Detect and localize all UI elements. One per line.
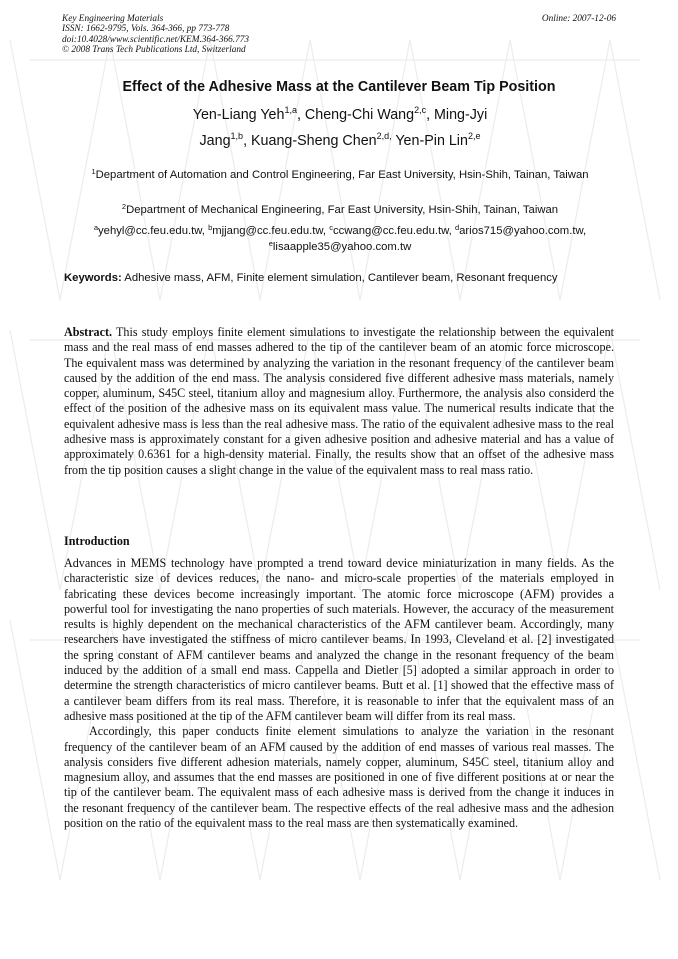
section-heading-introduction: Introduction: [64, 534, 130, 548]
email-sup: d: [454, 223, 460, 232]
email-sup: b: [208, 223, 213, 232]
author-line-2: [60, 128, 620, 154]
author-name: , Ming-Jyi: [426, 107, 488, 123]
email-sup: e: [268, 238, 273, 248]
introduction-body: [64, 556, 614, 831]
author-list: [60, 102, 620, 154]
doi-line: doi:10.4028/www.scientific.net/KEM.364-366.773: [62, 34, 250, 45]
email-sup: a: [93, 223, 99, 232]
keywords-text: Adhesive mass, AFM, Finite element simulation, Cantilever beam, Resonant frequency: [121, 272, 558, 284]
author-name: Yen-Liang Yeh: [192, 107, 285, 123]
author-sup: 2,c: [414, 105, 427, 115]
paper-title: Effect of the Adhesive Mass at the Cantilever Beam Tip Position: [122, 79, 556, 95]
email-list: [60, 224, 620, 255]
email-link[interactable]: ccwang@cc.feu.edu.tw,: [332, 225, 455, 237]
affiliation-sup: 2: [121, 202, 127, 211]
affiliation-sup: 1: [91, 167, 96, 176]
author-name: , Kuang-Sheng Chen: [243, 133, 377, 149]
author-sup: 2,e: [467, 131, 481, 141]
abstract: [64, 325, 614, 478]
affiliation-text: Department of Mechanical Engineering, Far East University, Hsin-Shih, Tainan, Taiwan: [126, 204, 559, 216]
abstract-text: This study employs finite element simulations to investigate the relationship between the equivalent mass and the real mass of end masses adhered to the tip of the cantilever beam of an atomic force microscope. The equivalent mass was determined by analyzing the variation in the resonant frequency of the cantilever beam caused by the addition of the end mass. The analysis considered five different adhesive mass materials, namely copper, aluminum, S45C steel, titanium alloy and magnesium alloy. Furthermore, the analysis also considerd the effect of the position of the adhesive mass on its equivalent mass value. The numerical results indicate that the equivalent adhesive mass is less than the real adhesive mass. The ratio of the equivalent adhesive mass to the real adhesive mass is approximately constant for a given adhesive position and adhesive material and has a value of approximately 0.6361 for a high-density material. Finally, the results show that an offset of the adhesive mass from the tip position causes a slight change in the value of the equivalent mass to real mass ratio.: [64, 325, 614, 477]
journal-header: [62, 14, 362, 55]
email-link[interactable]: yehyl@cc.feu.edu.tw,: [98, 225, 209, 237]
issn-line: ISSN: 1662-9795, Vols. 364-366, pp 773-778: [62, 24, 230, 35]
affiliation-2: [72, 203, 608, 219]
online-date: Online: 2007-12-06: [541, 14, 616, 24]
keywords: [64, 272, 616, 284]
email-sup: c: [329, 223, 333, 232]
author-sup: 2,d,: [376, 131, 392, 141]
abstract-label: Abstract.: [64, 325, 113, 339]
affiliation-text: Department of Automation and Control Engineering, Far East University, Hsin-Shih, Tainan, Taiwan: [95, 169, 589, 181]
paragraph: Advances in MEMS technology have prompted a trend toward device miniaturization in many fields. As the characteristic size of devices reduces, the nano- and micro-scale properties of the materials employed in fabricating these devices become increasingly important. The atomic force microscope (AFM) provides a powerful tool for investigating the nano properties of such materials. However, the accuracy of the measurement results is highly dependent on the mechanical characteristics of the AFM cantilever beam. Accordingly, many researchers have investigated the stiffness of micro cantilever beams. In 1993, Cleveland et al. [2] investigated the spring constant of AFM cantilever beams and analyzed the change in the resonant frequency of the beam induced by the addition of a small end mass. Cappella and Dietler [5] adopted a similar approach in order to determine the strength characteristics of micro cantilever beams. Butt et al. [1] showed that the effective mass of a cantilever beam differs from its real mass. Therefore, it is reasonable to infer that the equivalent mass of an adhesive mass positioned at the tip of the AFM cantilever beam will differ from its real mass.: [64, 556, 614, 723]
author-line-1: [60, 102, 620, 128]
copyright-line: © 2008 Trans Tech Publications Ltd, Switzerland: [62, 44, 246, 55]
journal-name: Key Engineering Materials: [62, 14, 164, 24]
keywords-label: Keywords:: [64, 272, 122, 284]
author-name: , Cheng-Chi Wang: [296, 107, 415, 123]
author-name: Jang: [199, 133, 231, 149]
author-sup: 1,a: [284, 105, 297, 115]
paragraph: Accordingly, this paper conducts finite element simulations to analyze the variation in the resonant frequency of the cantilever beam of an AFM caused by the addition of end masses of various real masses. The analysis considers five different adhesion materials, namely copper, aluminum, S45C steel, titanium alloy and magnesium alloy, and assumes that the end masses are positioned in one of five different positions at or near the tip of the cantilever beam. The equivalent mass of each adhesive mass is derived from the change it induces in the resonant frequency of the cantilever beam. The respective effects of the real adhesive mass and the adhesion position on the ratio of the equivalent mass to the real mass are then systematically examined.: [64, 724, 614, 831]
affiliation-1: [72, 168, 608, 184]
email-link[interactable]: lisaapple35@yahoo.com.tw: [272, 240, 412, 253]
author-name: Yen-Pin Lin: [391, 133, 468, 149]
email-link[interactable]: arios715@yahoo.com.tw,: [459, 225, 587, 237]
author-sup: 1,b: [230, 131, 244, 141]
email-link[interactable]: mjjang@cc.feu.edu.tw,: [212, 225, 330, 237]
